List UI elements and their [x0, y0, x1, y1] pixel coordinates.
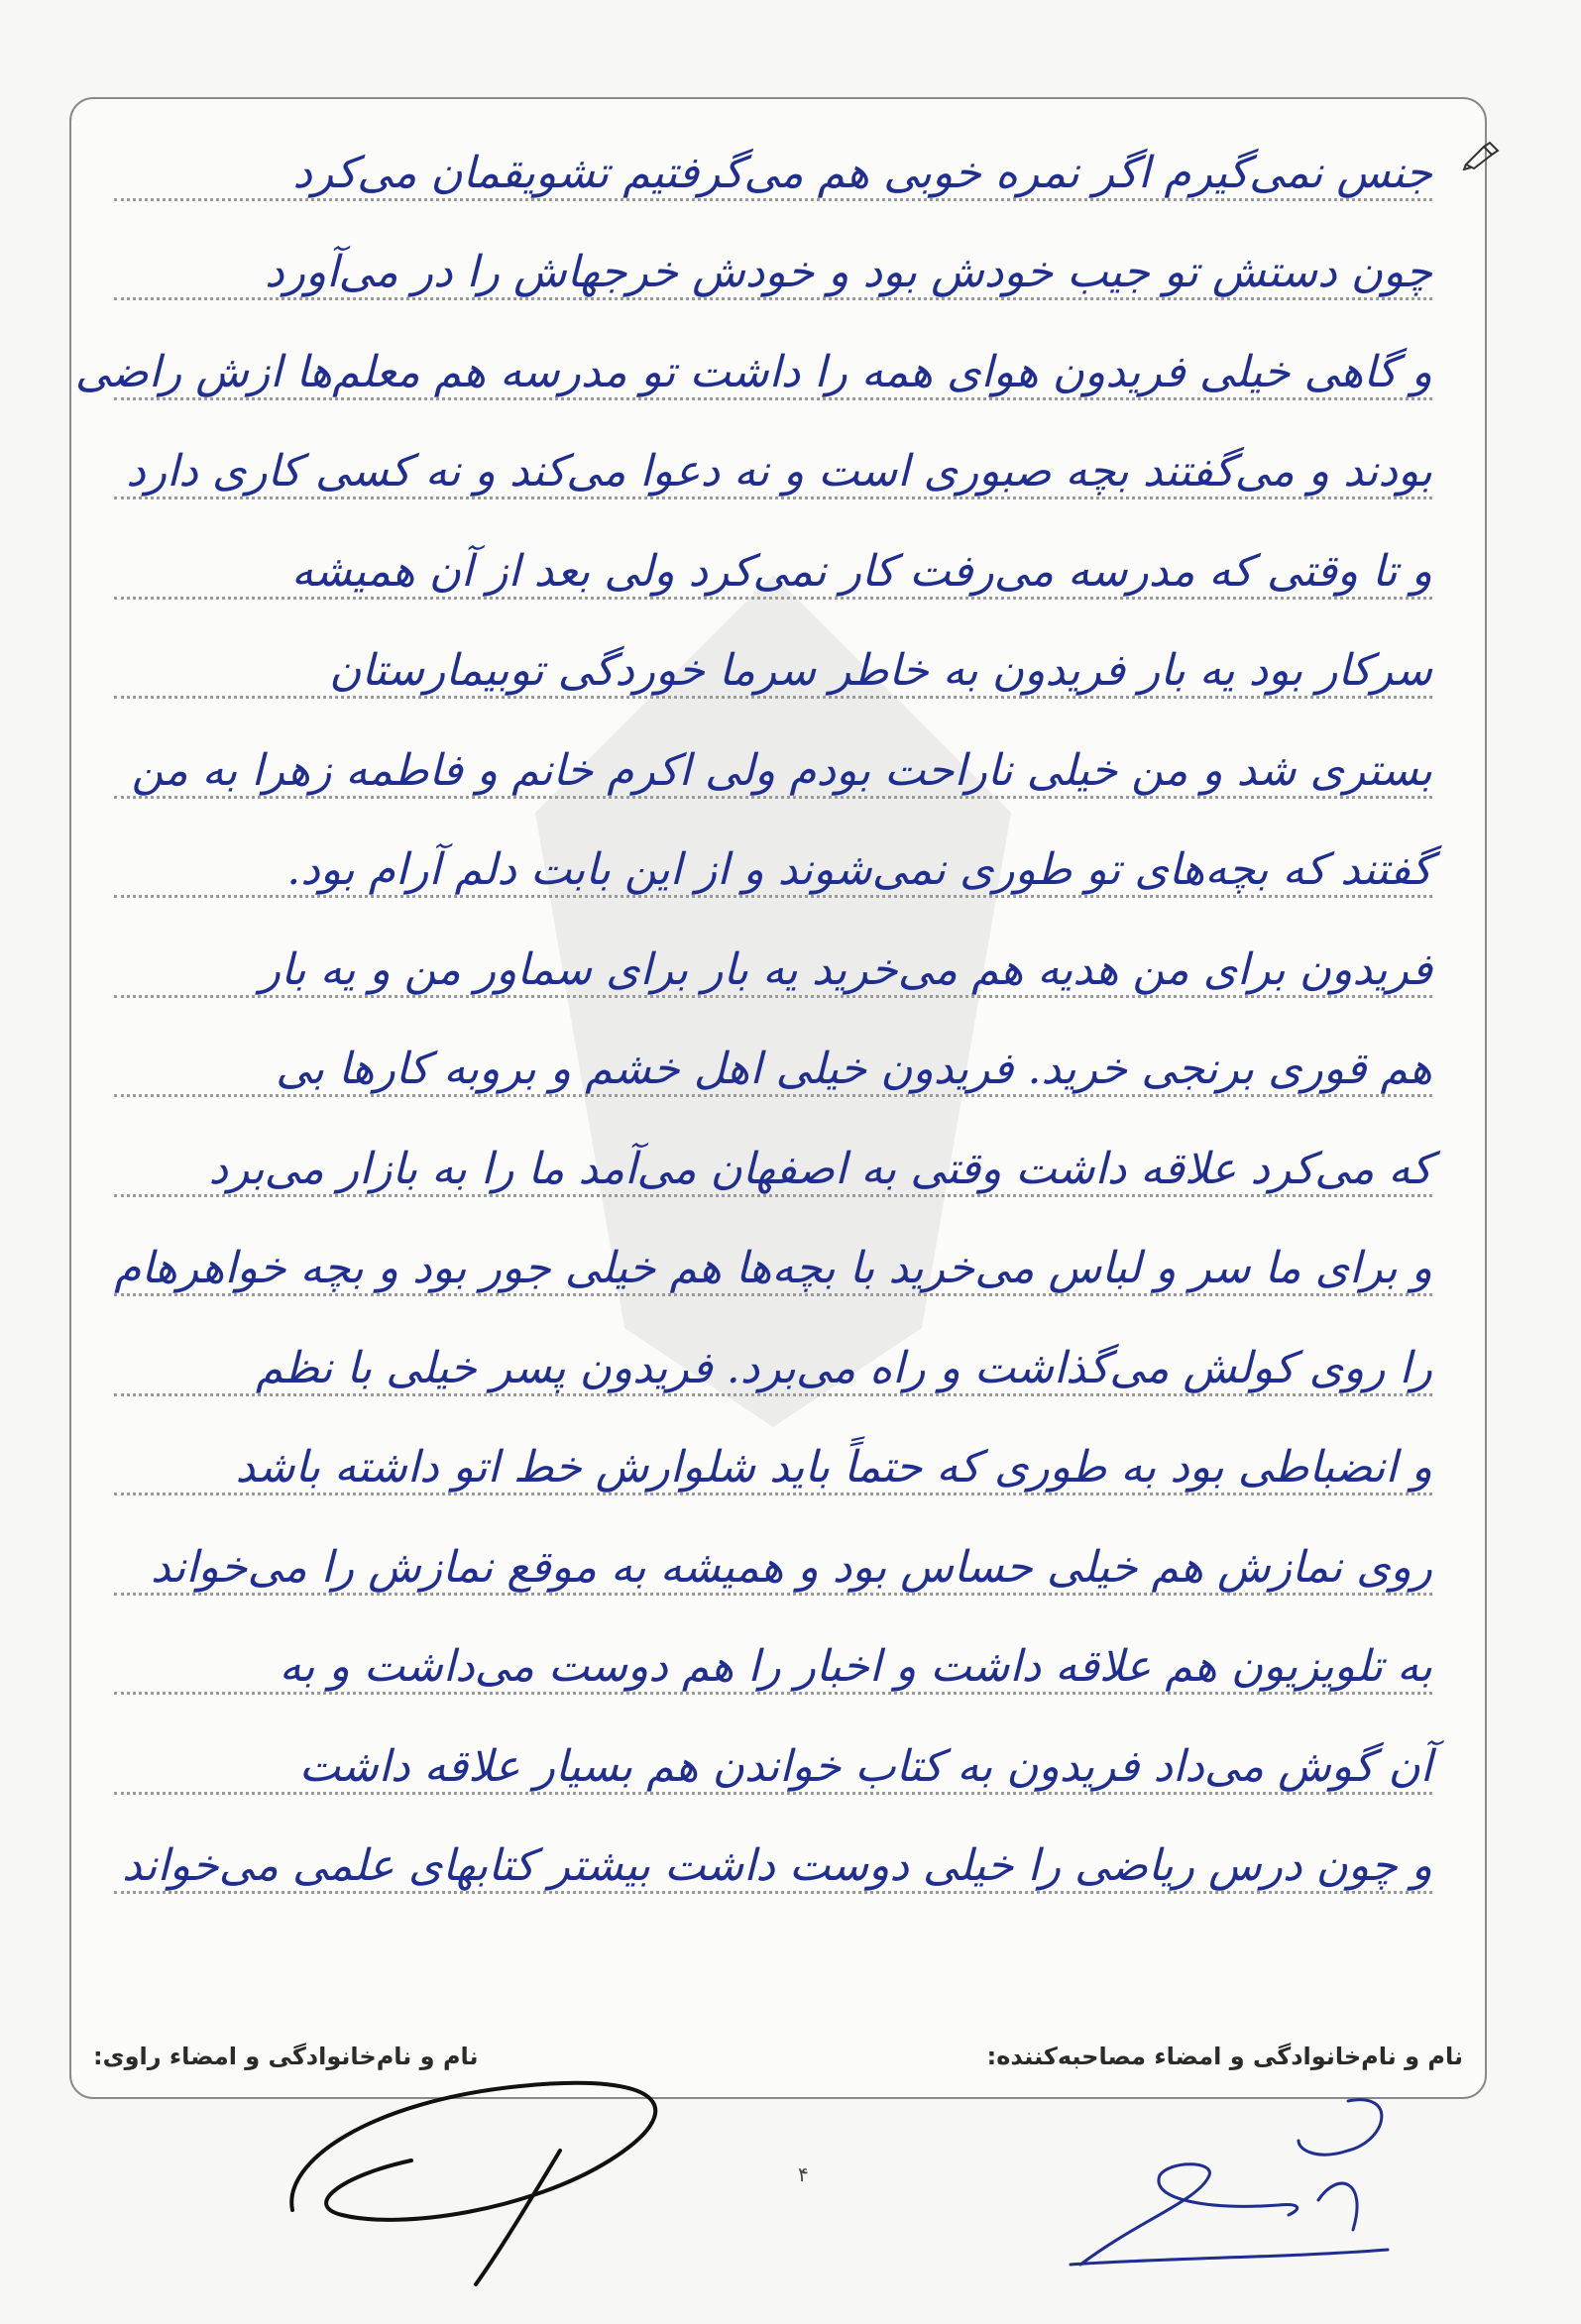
line-16	[114, 1604, 1432, 1704]
line-17	[114, 1703, 1432, 1803]
line-13	[114, 1304, 1432, 1404]
handwriting-text: بستری شد و من خیلی ناراحت بودم ولی اکرم خانم و فاطمه زهرا به من	[131, 744, 1432, 796]
page-number: ۴	[798, 2162, 809, 2186]
handwriting-text: هم قوری برنجی خرید. فریدون خیلی اهل خشم و بروبه کارها بی	[276, 1044, 1432, 1094]
handwriting-text: گفتند که بچه‌های تو طوری نمی‌شوند و از این بابت دلم آرام بود.	[286, 844, 1432, 895]
handwriting-text: آن گوش می‌داد فریدون به کتاب خواندن هم بسیار علاقه داشت	[298, 1740, 1432, 1792]
interviewer-signature-label: نام و نام‌خانوادگی و امضاء مصاحبه‌کننده:	[986, 2043, 1463, 2070]
line-12	[114, 1205, 1432, 1305]
handwriting-text: را روی کولش می‌گذاشت و راه می‌برد. فریدون پسر خیلی با نظم	[255, 1342, 1432, 1393]
handwriting-text: جنس نمی‌گیرم اگر نمره خوبی هم می‌گرفتیم تشویقمان می‌کرد	[292, 147, 1432, 198]
narrator-signature-label: نام و نام‌خانوادگی و امضاء راوی:	[93, 2043, 479, 2070]
handwriting-text: روی نمازش هم خیلی حساس بود و همیشه به موقع نمازش را می‌خواند	[150, 1541, 1432, 1593]
pen-icon	[1462, 141, 1504, 170]
handwriting-text: چون دستش تو جیب خودش بود و خودش خرجهاش را در می‌آورد	[265, 247, 1432, 297]
handwriting-text: به تلویزیون هم علاقه داشت و اخبار را هم دوست می‌داشت و به	[279, 1641, 1432, 1692]
signature-footer	[69, 2032, 1487, 2081]
line-3	[74, 308, 1432, 408]
handwriting-text: و انضباطی بود به طوری که حتماً باید شلوارش خط اتو داشته باشد	[235, 1442, 1432, 1493]
line-5	[114, 507, 1432, 608]
interviewer-signature	[1051, 2081, 1408, 2289]
line-7	[114, 707, 1432, 807]
line-10	[114, 1006, 1432, 1106]
line-6	[114, 608, 1432, 708]
handwriting-text: فریدون برای من هدیه هم می‌خرید یه بار برای سماور من و یه بار	[259, 943, 1432, 995]
line-2	[114, 209, 1432, 309]
line-4	[114, 408, 1432, 508]
line-14	[114, 1404, 1432, 1504]
line-8	[114, 807, 1432, 907]
line-11	[114, 1105, 1432, 1205]
handwriting-text: و تا وقتی که مدرسه می‌رفت کار نمی‌کرد ولی بعد از آن همیشه	[290, 545, 1432, 597]
handwritten-lines	[74, 109, 1432, 1902]
handwriting-text: و چون درس ریاضی را خیلی دوست داشت بیشتر کتابهای علمی می‌خواند	[122, 1840, 1432, 1891]
handwriting-text: سرکار بود یه بار فریدون به خاطر سرما خوردگی توبیمارستان	[329, 645, 1432, 696]
line-9	[114, 906, 1432, 1006]
handwriting-text: که می‌کرد علاقه داشت وقتی به اصفهان می‌آمد ما را به بازار می‌برد	[208, 1143, 1432, 1194]
line-18	[114, 1803, 1432, 1903]
handwriting-text: بودند و می‌گفتند بچه صبوری است و نه دعوا می‌کند و نه کسی کاری دارد	[126, 446, 1432, 497]
line-1	[114, 109, 1432, 209]
line-15	[114, 1503, 1432, 1604]
handwriting-text: و برای ما سر و لباس می‌خرید با بچه‌ها هم خیلی جور بود و بچه خواهرهام	[114, 1243, 1432, 1293]
handwriting-text: و گاهی خیلی فریدون هوای همه را داشت تو مدرسه هم معلم‌ها ازش راضی	[74, 346, 1432, 397]
